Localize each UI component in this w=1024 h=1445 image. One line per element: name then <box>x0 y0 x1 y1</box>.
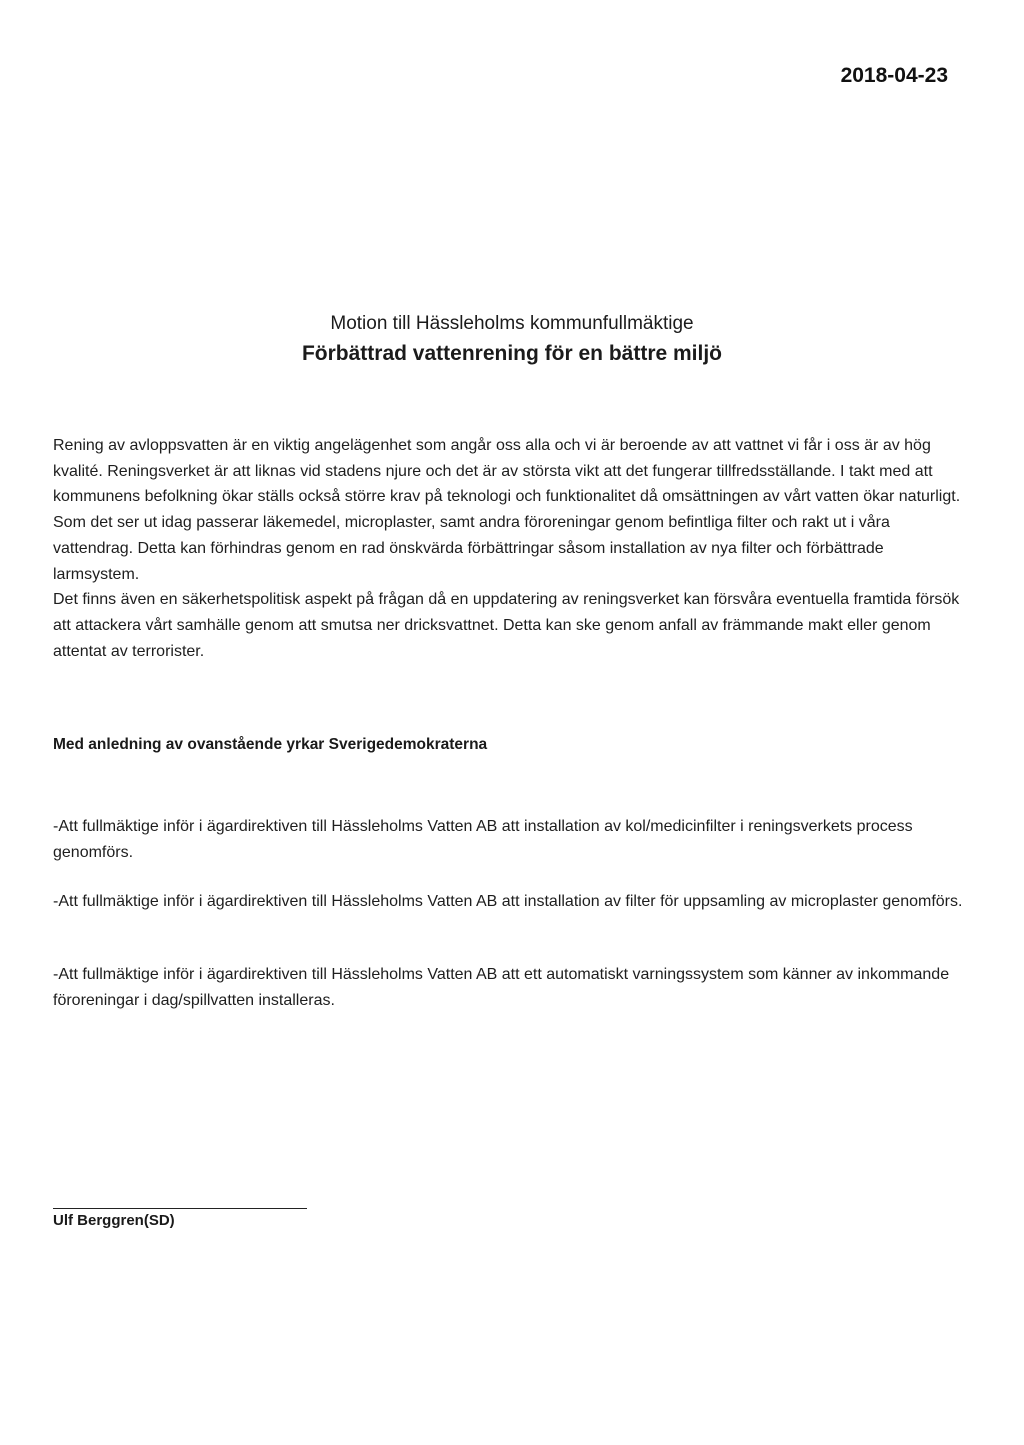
body-paragraph-intro: Rening av avloppsvatten är en viktig angelägenhet som angår oss alla och vi är beroende av att vattnet vi får i oss är av hög kvalité. Reningsverket är att liknas vid stadens njure och det är av största vikt att det fungerar tillfredsställande. I takt med att kommunens befolkning ökar ställs också större krav på teknologi och funktionalitet då omsättningen av vårt vatten ökar naturligt. <box>53 437 961 506</box>
motion-recipient: Motion till Hässleholms kommunfullmäktige <box>330 313 694 334</box>
motion-body <box>53 433 965 664</box>
demand-item-warning-system: -Att fullmäktige inför i ägardirektiven till Hässleholms Vatten AB att ett automatiskt varningssystem som känner av inkommande föroreningar i dag/spillvatten installeras. <box>53 966 950 1009</box>
demand-item-filter: -Att fullmäktige inför i ägardirektiven till Hässleholms Vatten AB att installation av kol/medicinfilter i reningsverkets process genomförs. <box>53 818 913 861</box>
body-paragraph-security: Det finns även en säkerhetspolitisk aspekt på frågan då en uppdatering av reningsverket kan försvåra eventuella framtida försök att attackera vårt samhälle genom att smutsa ner dricksvattnet. Detta kan ske genom anfall av främmande makt eller genom attentat av terrorister. <box>53 591 960 660</box>
demands-heading: Med anledning av ovanstående yrkar Sverigedemokraterna <box>53 736 488 753</box>
body-paragraph-pollution: Som det ser ut idag passerar läkemedel, microplaster, samt andra föroreningar genom befintliga filter och rakt ut i våra vattendrag. Detta kan förhindras genom en rad önskvärda förbättringar såsom installation av nya filter och förbättrade larmsystem. <box>53 514 890 583</box>
document-date: 2018-04-23 <box>840 64 948 87</box>
signature-line <box>53 1208 307 1209</box>
demand-item-microplastics: -Att fullmäktige inför i ägardirektiven till Hässleholms Vatten AB att installation av filter för uppsamling av microplaster genomförs. <box>53 893 963 910</box>
motion-title: Förbättrad vattenrening för en bättre miljö <box>301 342 723 365</box>
signature-name: Ulf Berggren(SD) <box>53 1212 175 1229</box>
